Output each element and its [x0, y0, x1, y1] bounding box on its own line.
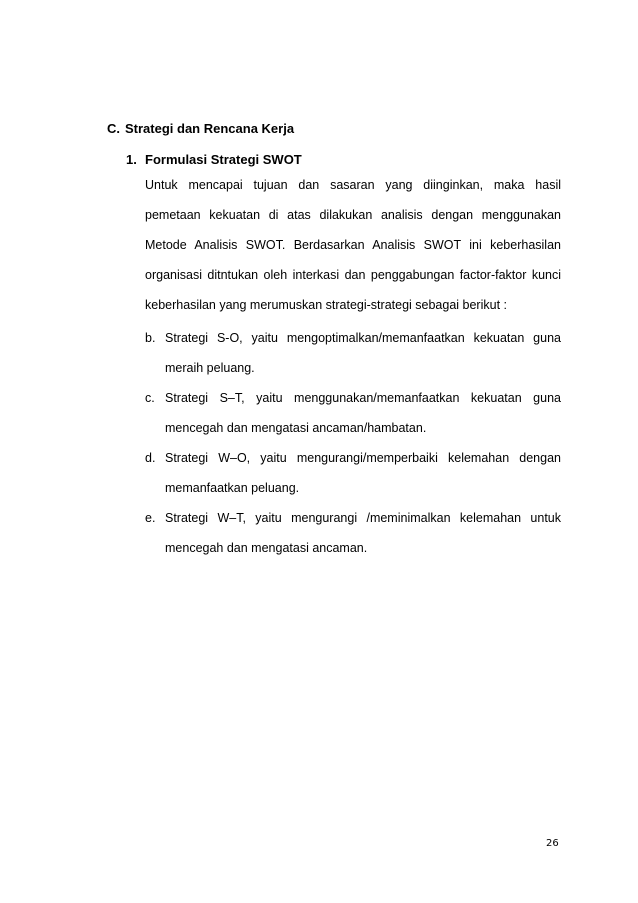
strategy-marker: b. [145, 331, 156, 345]
subsection-marker: 1. [126, 152, 137, 167]
section-heading [107, 121, 294, 136]
strategy-item-wo [145, 443, 561, 503]
strategy-line: mencegah dan mengatasi ancaman. [165, 541, 368, 555]
strategy-marker: d. [145, 451, 156, 465]
strategy-line: mencegah dan mengatasi ancaman/hambatan. [165, 421, 427, 435]
body-line: organisasi ditntukan oleh interkasi dan penggabungan factor-faktor kunci [145, 268, 561, 282]
section-marker: C. [107, 121, 120, 136]
strategy-item-st [145, 383, 561, 443]
body-line: keberhasilan yang merumuskan strategi-strategi sebagai berikut : [145, 298, 507, 312]
strategy-line: Strategi S–T, yaitu menggunakan/memanfaatkan kekuatan guna [165, 391, 561, 405]
section-title: Strategi dan Rencana Kerja [125, 121, 295, 136]
subsection-title: Formulasi Strategi SWOT [145, 152, 302, 167]
strategy-marker: c. [145, 391, 155, 405]
strategy-line: Strategi W–T, yaitu mengurangi /meminimalkan kelemahan untuk [165, 511, 561, 525]
body-paragraph [145, 170, 561, 320]
body-line: Untuk mencapai tujuan dan sasaran yang diinginkan, maka hasil [145, 178, 561, 192]
body-line: pemetaan kekuatan di atas dilakukan analisis dengan menggunakan [145, 208, 561, 222]
strategy-marker: e. [145, 511, 156, 525]
subsection-heading [126, 152, 302, 167]
body-line: Metode Analisis SWOT. Berdasarkan Analisis SWOT ini keberhasilan [145, 238, 561, 252]
page-number: 26 [546, 838, 559, 849]
strategy-line: Strategi S-O, yaitu mengoptimalkan/memanfaatkan kekuatan guna [165, 331, 561, 345]
strategy-item-so [145, 323, 561, 383]
strategy-list [145, 323, 561, 563]
strategy-line: Strategi W–O, yaitu mengurangi/memperbaiki kelemahan dengan [165, 451, 561, 465]
strategy-line: memanfaatkan peluang. [165, 481, 300, 495]
strategy-item-wt [145, 503, 561, 563]
strategy-line: meraih peluang. [165, 361, 255, 375]
